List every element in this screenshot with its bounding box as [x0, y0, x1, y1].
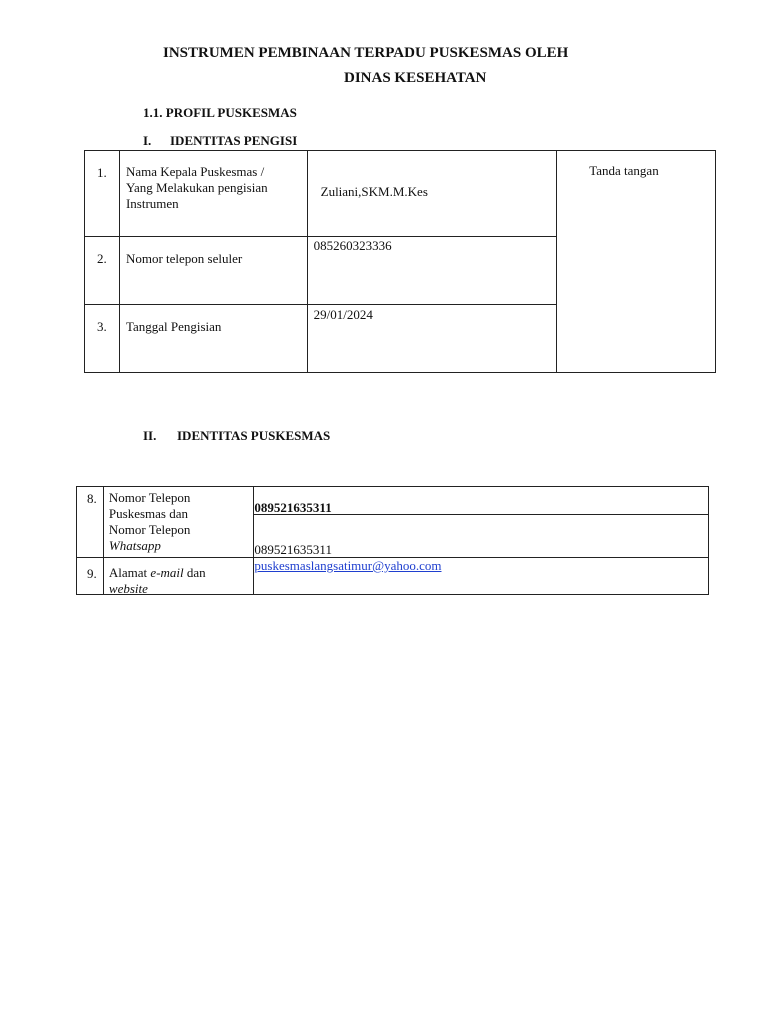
row-label-line: website	[108, 581, 148, 596]
table-row-8-phone-cell	[254, 487, 709, 515]
row-label	[109, 565, 249, 597]
row-value: 29/01/2024	[313, 307, 373, 322]
row-number: 3.	[97, 319, 107, 334]
table-row-1-no-cell	[85, 151, 120, 237]
row-label-line: Whatsapp	[108, 538, 161, 553]
document-title-line1: INSTRUMEN PEMBINAAN TERPADU PUSKESMAS OLEH	[163, 45, 569, 61]
row-label: Nomor telepon seluler	[125, 251, 243, 266]
section-profile-heading: 1.1. PROFIL PUSKESMAS	[143, 105, 297, 120]
table-row-2-value-cell	[307, 237, 557, 305]
table-row-9-label-cell	[103, 558, 254, 595]
row-label-line: Nomor Telepon	[108, 490, 191, 505]
row-label	[109, 490, 249, 554]
table-row-8-label-cell	[103, 487, 254, 558]
whatsapp-phone-value: 089521635311	[254, 542, 332, 557]
row-label: Tanggal Pengisian	[125, 319, 222, 334]
table-row-8-whatsapp-cell	[254, 515, 709, 558]
row-label-line	[109, 565, 249, 581]
puskesmas-phone-value: 089521635311	[254, 500, 332, 515]
row-number: 1.	[97, 165, 107, 180]
row-label-part: e-mail	[150, 565, 184, 580]
email-link[interactable]: puskesmaslangsatimur@yahoo.com	[254, 558, 442, 573]
row-label-line: Puskesmas dan	[108, 506, 188, 521]
row-number: 9.	[87, 566, 97, 581]
section2-number: II.	[143, 428, 157, 443]
row-label: Nama Kepala Puskesmas / Yang Melakukan pengisian Instrumen	[125, 164, 268, 211]
row-label-line: Nomor Telepon	[108, 522, 191, 537]
table-row-3-no-cell	[85, 305, 120, 373]
table-row-8-no-cell	[77, 487, 104, 558]
signature-label: Tanda tangan	[589, 163, 659, 178]
table-row-9-no-cell	[77, 558, 104, 595]
section2-title: IDENTITAS PUSKESMAS	[177, 428, 331, 443]
table-row-1-value-cell	[307, 151, 557, 237]
section1-title: IDENTITAS PENGISI	[170, 133, 298, 148]
table-row-3-label-cell	[119, 305, 307, 373]
identitas-puskesmas-table	[76, 486, 709, 595]
row-number: 2.	[97, 251, 107, 266]
table-row-9-email-cell	[254, 558, 709, 595]
row-label-part: Alamat	[108, 565, 151, 580]
row-label-part: dan	[183, 565, 206, 580]
identitas-pengisi-table	[84, 150, 716, 373]
row-number: 8.	[87, 491, 97, 506]
table-row-2-label-cell	[119, 237, 307, 305]
section1-number: I.	[143, 133, 152, 148]
table-row-2-no-cell	[85, 237, 120, 305]
table-row-1-label-cell	[119, 151, 307, 237]
signature-cell	[557, 151, 716, 373]
row-value: Zuliani,SKM.M.Kes	[320, 184, 428, 199]
row-value: 085260323336	[313, 238, 392, 253]
document-title-line2: DINAS KESEHATAN	[344, 70, 487, 86]
table-row-3-value-cell	[307, 305, 557, 373]
